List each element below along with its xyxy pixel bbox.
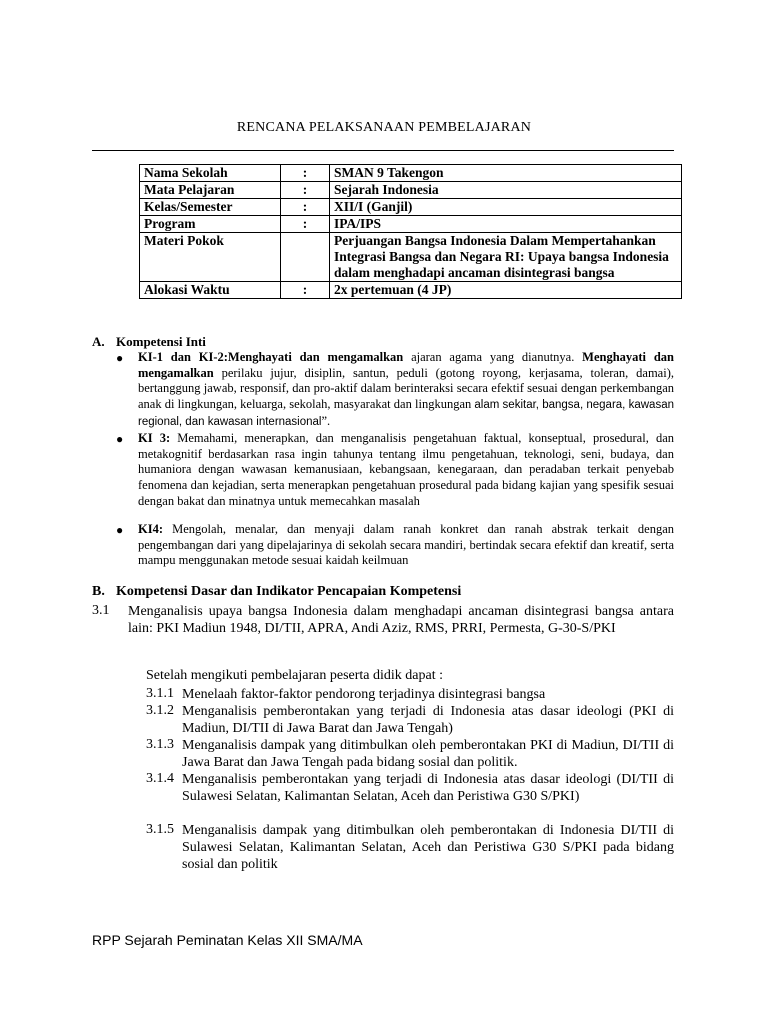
indicator-text: Menganalisis pemberontakan yang terjadi di Indonesia atas dasar ideologi (PKI di Madiun, DI/TII di Jawa Barat dan Jawa Tengah) — [182, 704, 674, 736]
table-row — [140, 165, 682, 182]
row-value: XII/I (Ganjil) — [330, 199, 682, 216]
row-label: Nama Sekolah — [140, 165, 281, 182]
section-letter: A. — [92, 334, 105, 349]
identity-table — [139, 164, 682, 299]
bullet-icon: ● — [116, 523, 124, 537]
ki-text: perilaku jujur, disiplin, santun, peduli (gotong royong, kerjasama, toleran, damai), bertanggung jawab, responsif, dan pro-aktif dalam berinteraksi secara efektif sesuai dengan perkembangan anak di lingkungan, keluarga, sekolah, masyarakat dan lingkungan — [138, 365, 674, 412]
ki-4-paragraph — [138, 522, 674, 569]
ki-text-end: ”. — [321, 413, 331, 428]
row-label: Kelas/Semester — [140, 199, 281, 216]
row-colon — [281, 233, 330, 282]
indicator-number: 3.1.1 — [146, 686, 174, 701]
section-letter: B. — [92, 584, 105, 599]
kd-number: 3.1 — [92, 603, 110, 618]
ki-bold: KI4: — [138, 522, 163, 536]
row-label: Mata Pelajaran — [140, 182, 281, 199]
row-value: IPA/IPS — [330, 216, 682, 233]
indicator-text: Menganalisis pemberontakan yang terjadi di Indonesia atas dasar ideologi (DI/TII di Sulawesi Selatan, Kalimantan Selatan, Aceh dan Peristiwa G30 S/PKI) — [182, 772, 674, 804]
row-value: SMAN 9 Takengon — [330, 165, 682, 182]
indicator-text: Menganalisis dampak yang ditimbulkan oleh pemberontakan di Indonesia DI/TII di Sulawesi Selatan, Kalimantan Selatan, Aceh dan Peristiwa G30 S/PKI pada bidang sosial dan politik — [182, 823, 674, 872]
title-divider — [92, 150, 674, 151]
section-a-heading — [92, 334, 206, 350]
page-footer: RPP Sejarah Peminatan Kelas XII SMA/MA — [92, 932, 363, 948]
row-label: Materi Pokok — [140, 233, 281, 282]
row-label: Program — [140, 216, 281, 233]
row-value: 2x pertemuan (4 JP) — [330, 282, 682, 299]
row-colon: : — [281, 216, 330, 233]
ki-bold: KI 3: — [138, 431, 171, 445]
indicator-number: 3.1.3 — [146, 737, 174, 752]
ki-text: Mengolah, menalar, dan menyaji dalam ranah konkret dan ranah abstrak terkait dengan pengembangan dari yang dipelajarinya di sekolah secara mandiri, bertindak secara efektif dan kreatif, serta mampu menggunakan metode sesuai kaidah keilmuan — [138, 522, 674, 568]
table-row — [140, 199, 682, 216]
indicator-number: 3.1.4 — [146, 771, 174, 786]
kd-text: Menganalisis upaya bangsa Indonesia dalam menghadapi ancaman disintegrasi bangsa antara lain: PKI Madiun 1948, DI/TII, APRA, Andi Aziz, RMS, PRRI, Permesta, G-30-S/PKI — [128, 604, 674, 636]
row-value: Sejarah Indonesia — [330, 182, 682, 199]
document-title: RENCANA PELAKSANAAN PEMBELAJARAN — [236, 120, 532, 135]
row-colon: : — [281, 282, 330, 299]
bullet-icon: ● — [116, 432, 124, 446]
ki-text-sans: alam sekitar, bangsa, negara, kawasan regional, dan kawasan internasional — [138, 399, 674, 428]
indicator-text: Menganalisis dampak yang ditimbulkan oleh pemberontakan PKI di Madiun, DI/TII di Jawa Barat dan Jawa Tengah pada bidang sosial dan politik. — [182, 738, 674, 770]
ki-3-paragraph — [138, 431, 674, 510]
ki-text: Memahami, menerapkan, dan menganalisis pengetahuan faktual, konseptual, prosedural, dan metakognitif berdasarkan rasa ingin tahunya tentang ilmu pengetahuan, teknologi, seni, budaya, dan humaniora dengan wawasan kemanusiaan, kebangsaan, kenegaraan, dan peradaban terkait penyebab fenomena dan kejadian, serta menerapkan pengetahuan prosedural pada bidang kajian yang spesifik sesuai dengan bakat dan minatnya untuk memecahkan masalah — [138, 431, 674, 508]
row-label: Alokasi Waktu — [140, 282, 281, 299]
section-title: Kompetensi Inti — [116, 334, 206, 349]
ki-bold: Menghayati dan mengamalkan — [138, 350, 674, 380]
indicator-number: 3.1.5 — [146, 822, 174, 837]
table-row — [140, 216, 682, 233]
indicator-intro: Setelah mengikuti pembelajaran peserta didik dapat : — [146, 668, 444, 683]
indicator-number: 3.1.2 — [146, 703, 174, 718]
row-colon: : — [281, 182, 330, 199]
bullet-icon: ● — [116, 351, 124, 365]
row-colon: : — [281, 199, 330, 216]
row-value: Perjuangan Bangsa Indonesia Dalam Mempertahankan Integrasi Bangsa dan Negara RI: Upaya bangsa Indonesia dalam menghadapi ancaman disintegrasi bangsa — [330, 233, 682, 282]
ki-text: ajaran agama yang dianutnya. — [403, 350, 583, 364]
table-row — [140, 282, 682, 299]
section-title: Kompetensi Dasar dan Indikator Pencapaian Kompetensi — [116, 584, 462, 599]
table-row — [140, 233, 682, 282]
table-row — [140, 182, 682, 199]
section-b-heading — [92, 584, 461, 600]
ki-bold: KI-1 dan KI-2:Menghayati dan mengamalkan — [138, 350, 404, 364]
row-colon: : — [281, 165, 330, 182]
indicator-text: Menelaah faktor-faktor pendorong terjadinya disintegrasi bangsa — [182, 687, 546, 702]
ki-1-2-paragraph — [138, 350, 674, 431]
